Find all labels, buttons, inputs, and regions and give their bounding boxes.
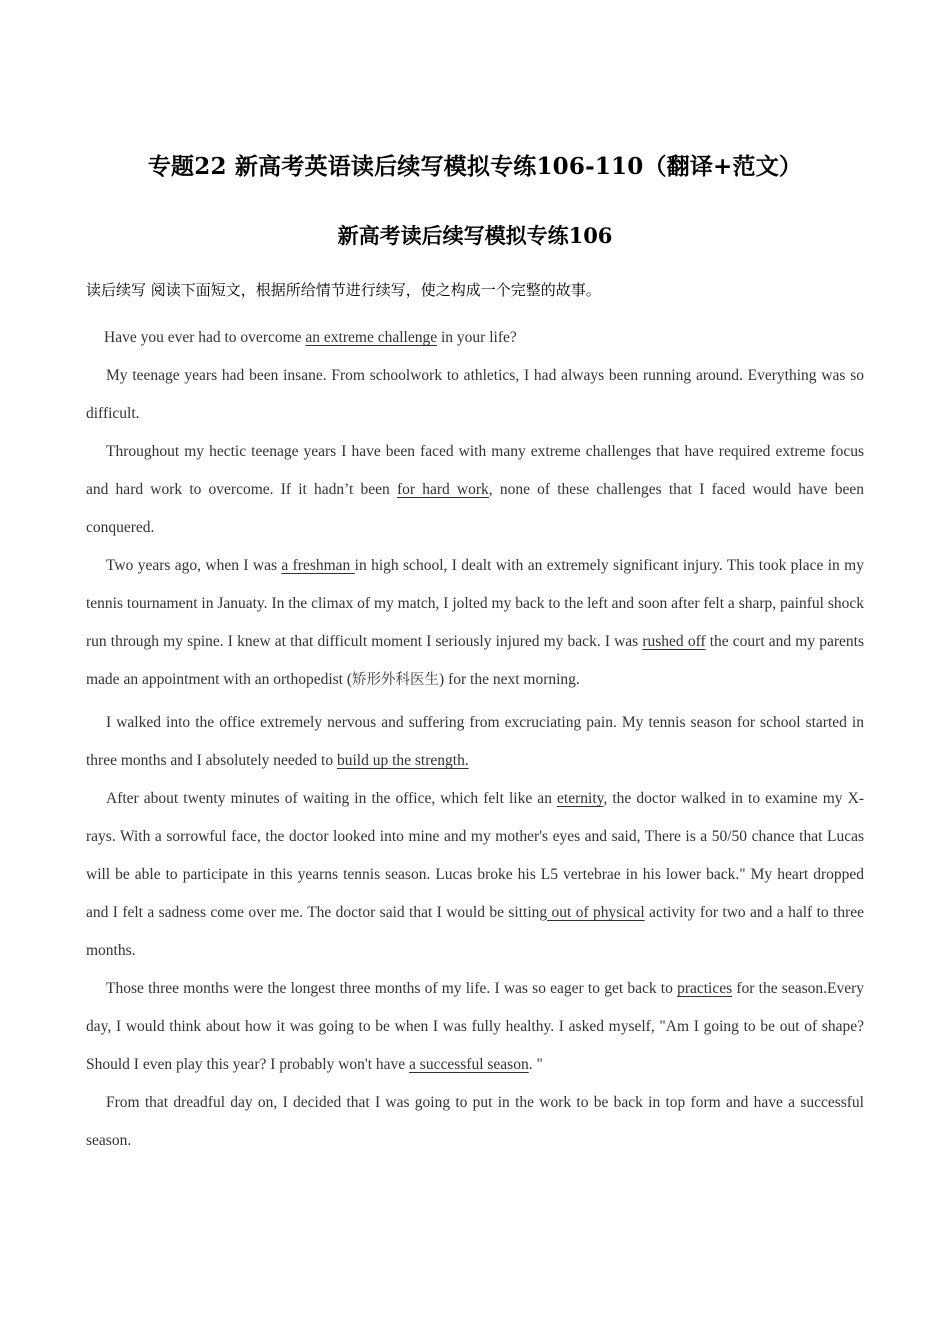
underlined-phrase: for hard work (396, 481, 489, 498)
text-run: , the doctor walked in to examine my X-rays. With a sorrowful face, the doctor looked into mine and my mother's eyes and said, There is a 50/50 chance that Lucas will be able to participate in this yearns tennis season. Lucas broke his L5 vertebrae in his lower back." My heart dropped and I felt a sadness come over me. The doctor said that I would be sitting (86, 790, 864, 921)
passage (86, 319, 864, 1160)
paragraph-7 (86, 970, 864, 1084)
text-run: Have you ever had to overcome (104, 329, 306, 346)
text-run: in your life? (437, 329, 517, 346)
text-run: for the season.Every day, I would think about how it was going to be when I was fully healthy. I asked myself, "Am I going to be out of shape? Should I even play this year? I probably won't have (86, 980, 864, 1073)
paragraph-5 (86, 704, 864, 780)
text-run: Two years ago, when I was (106, 557, 282, 574)
text-run: I walked into the office extremely nervous and suffering from excruciating pain. My tennis season for school started in three months and I absolutely needed to (86, 714, 864, 769)
paragraph-2 (86, 357, 864, 433)
paragraph-4 (86, 547, 864, 699)
underlined-phrase: an extreme challenge (305, 329, 438, 346)
chinese-gloss: 矫形外科医生 (352, 672, 440, 688)
text-run: Those three months were the longest three months of my life. I was so eager to get back to (106, 980, 678, 997)
paragraph-6 (86, 780, 864, 970)
underlined-phrase: eternity (557, 790, 604, 807)
paragraph-1 (86, 319, 864, 357)
text-run: My teenage years had been insane. From schoolwork to athletics, I had always been running around. Everything was so difficult. (86, 367, 864, 422)
instruction-text: 读后续写 阅读下面短文，根据所给情节进行续写，使之构成一个完整的故事。 (86, 281, 601, 299)
text-run: in high school, I dealt with an extremely significant injury. This took place in my tennis tournament in Januaty. In the climax of my match, I jolted my back to the left and soon after felt a sharp, painful shock run through my spine. I knew at that difficult moment I seriously injured my back. I was (86, 557, 864, 650)
underlined-phrase: practices (677, 980, 733, 997)
underlined-phrase: a freshman (281, 557, 355, 574)
text-run: Throughout my hectic teenage years I have been faced with many extreme challenges that have required extreme focus and hard work to overcome. If it hadn’t been (86, 443, 864, 498)
page-title: 专题22 新高考英语读后续写模拟专练106-110（翻译+范文） (147, 153, 803, 180)
text-run: After about twenty minutes of waiting in the office, which felt like an (106, 790, 558, 807)
text-run: , none of these challenges that I faced would have been conquered. (86, 481, 864, 536)
section-subtitle: 新高考读后续写模拟专练106 (337, 223, 613, 248)
text-run: activity for two and a half to three months. (86, 904, 864, 959)
paragraph-8 (86, 1084, 864, 1160)
underlined-phrase: a successful season (409, 1056, 529, 1073)
text-run: ) for the next morning. (439, 671, 580, 688)
text-run: From that dreadful day on, I decided that I was going to put in the work to be back in top form and have a successful season. (86, 1094, 864, 1149)
text-run: . " (528, 1056, 543, 1073)
paragraph-3 (86, 433, 864, 547)
underlined-phrase: out of physical (547, 904, 645, 921)
text-run: the court and my parents made an appointment with an orthopedist ( (86, 633, 864, 688)
underlined-phrase: rushed off (642, 633, 706, 650)
underlined-phrase: build up the strength. (336, 752, 469, 769)
